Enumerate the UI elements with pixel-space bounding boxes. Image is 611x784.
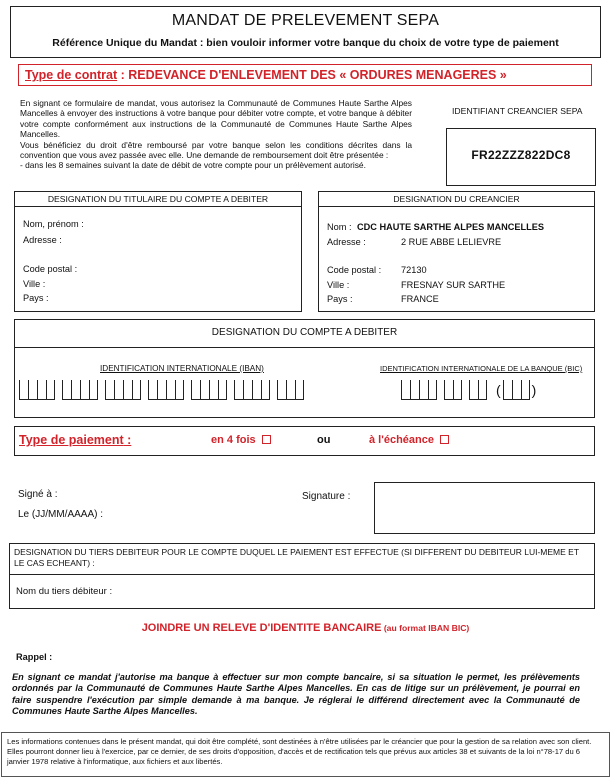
intro-paragraph-3: - dans les 8 semaines suivant la date de débit de votre compte pour un prélèvement autorisé. (20, 160, 366, 171)
date-field[interactable]: Le (JJ/MM/AAAA) : (18, 509, 104, 520)
bic-group-1[interactable] (401, 380, 437, 400)
creditor-address-value: 2 RUE ABBE LELIEVRE (401, 237, 502, 247)
iban-group-5[interactable] (191, 380, 227, 400)
debit-account-title: DESIGNATION DU COMPTE A DEBITER (211, 327, 398, 338)
signature-box[interactable] (374, 482, 595, 534)
iban-group-3[interactable] (105, 380, 141, 400)
creditor-postal-value: 72130 (401, 265, 427, 275)
creditor-country-label: Pays : (327, 294, 353, 304)
holder-name-field[interactable]: Nom, prénom : (23, 219, 84, 229)
creditor-id-box (446, 128, 596, 186)
payment-option-due-date-label: à l'échéance (369, 434, 434, 446)
third-party-divider (10, 574, 594, 575)
payment-option-4-times-label: en 4 fois (211, 434, 256, 446)
third-party-box (9, 543, 595, 609)
iban-group-4[interactable] (148, 380, 184, 400)
iban-input[interactable] (19, 380, 311, 400)
bic-label: IDENTIFICATION INTERNATIONALE DE LA BANQUE (BIC) (380, 364, 583, 373)
creditor-name-label: Nom : (327, 222, 352, 232)
creditor-id-value: FR22ZZZ822DC8 (471, 148, 571, 162)
payment-option-due-date-checkbox[interactable] (440, 435, 449, 444)
payment-option-4-times[interactable] (211, 434, 271, 446)
creditor-postal-label: Code postal : (327, 265, 382, 275)
mandate-intro (20, 98, 412, 171)
bic-group-2[interactable] (444, 380, 462, 400)
creditor-address-label: Adresse : (327, 237, 366, 247)
title-box (10, 6, 601, 58)
attach-rib-text: JOINDRE UN RELEVE D'IDENTITE BANCAIRE (141, 622, 382, 634)
creditor-box (318, 191, 595, 312)
page-subtitle: Référence Unique du Mandat : bien vouloir informer votre banque du choix de votre type de paiement (52, 37, 559, 49)
bic-paren-close: ) (531, 382, 537, 398)
holder-postal-field[interactable]: Code postal : (23, 264, 78, 274)
third-party-name-field[interactable]: Nom du tiers débiteur : (16, 586, 113, 597)
creditor-country-value: FRANCE (401, 294, 439, 304)
iban-group-1[interactable] (19, 380, 55, 400)
creditor-city-label: Ville : (327, 280, 350, 290)
reminder-text: En signant ce mandat j'autorise ma banque à effectuer sur mon compte bancaire, si sa situation le permet, les prélèvements ordonnés par la Communauté de Communes Haute Sarthe Alpes Mancelles. En cas de litige sur un prélèvement, je pourrai en faire suspendre l'exécution par simple demande à ma banque. Je réglerai le différend directement avec la Communauté de Communes Haute Sarthe Alpes Mancelles. (12, 672, 580, 716)
contract-type (25, 68, 507, 82)
account-holder-box (14, 191, 302, 312)
debit-account-divider (15, 347, 594, 348)
iban-group-2[interactable] (62, 380, 98, 400)
holder-address-field[interactable]: Adresse : (23, 235, 62, 245)
debit-account-box (14, 319, 595, 418)
third-party-title: DESIGNATION DU TIERS DEBITEUR POUR LE COMPTE DUQUEL LE PAIEMENT EST EFFECTUE (SI DIFFERENT DU DEBITEUR LUI-MEME ET LE CAS ECHEANT) : (14, 547, 579, 568)
signature-label: Signature : (302, 491, 351, 502)
legal-notice-text: Les informations contenues dans le présent mandat, qui doit être complété, sont destinées à n'être utilisées par le créancier que pour la gestion de sa relation avec son client. Elles pourront donner lieu à l'exercice, par ce dernier, de ses droits d'opposition, d'accès et de rectification tels que prévus aux articles 38 et suivants de la loi n°78-17 du 6 janvier 1978 relative à l'informatique, aux fichiers et aux libertés. (7, 737, 592, 767)
iban-group-7[interactable] (277, 380, 304, 400)
creditor-title: DESIGNATION DU CREANCIER (319, 192, 594, 207)
bic-group-3[interactable] (469, 380, 487, 400)
legal-notice-box (1, 732, 610, 777)
bic-paren-open: ( (496, 382, 501, 398)
contract-type-sep: : (117, 68, 129, 82)
creditor-city-value: FRESNAY SUR SARTHE (401, 280, 506, 290)
creditor-name-value: CDC HAUTE SARTHE ALPES MANCELLES (357, 222, 544, 232)
holder-country-field[interactable]: Pays : (23, 293, 49, 303)
bic-input[interactable] (401, 380, 538, 400)
bic-group-4[interactable] (503, 380, 530, 400)
payment-or: ou (317, 434, 331, 446)
intro-paragraph-1: En signant ce formulaire de mandat, vous autorisez la Communauté de Communes Haute Sarthe Alpes Mancelles à envoyer des instructions à votre banque pour débiter votre compte, et votre banque à débiter votre compte conformément aux instructions de la Communauté de Communes Haute Sarthe Alpes Mancelles. (20, 98, 412, 140)
payment-type-box (14, 426, 595, 456)
attach-rib-notice (0, 622, 611, 634)
reminder-title: Rappel : (16, 652, 53, 662)
contract-type-label: Type de contrat (25, 68, 118, 82)
holder-city-field[interactable]: Ville : (23, 279, 46, 289)
intro-paragraph-2: Vous bénéficiez du droit d'être remboursé par votre banque selon les conditions décrites dans la convention que vous avez passée avec elle. Une demande de remboursement doit être présentée : (20, 139, 412, 161)
account-holder-title: DESIGNATION DU TITULAIRE DU COMPTE A DEBITER (15, 192, 301, 207)
page-title: MANDAT DE PRELEVEMENT SEPA (171, 12, 440, 29)
signed-at-field[interactable]: Signé à : (18, 489, 58, 500)
payment-option-due-date[interactable] (369, 434, 449, 446)
payment-type-label-text: Type de paiement (19, 433, 124, 447)
creditor-id-label: IDENTIFIANT CREANCIER SEPA (452, 106, 583, 116)
iban-label: IDENTIFICATION INTERNATIONALE (IBAN) (100, 364, 264, 373)
contract-type-box (18, 64, 592, 86)
payment-type-sep: : (123, 433, 132, 447)
attach-rib-format: (au format IBAN BIC) (381, 623, 470, 633)
iban-group-6[interactable] (234, 380, 270, 400)
contract-type-value: REDEVANCE D'ENLEVEMENT DES « ORDURES MENAGERES » (128, 68, 507, 82)
payment-option-4-times-checkbox[interactable] (262, 435, 271, 444)
payment-type-label (19, 433, 131, 447)
